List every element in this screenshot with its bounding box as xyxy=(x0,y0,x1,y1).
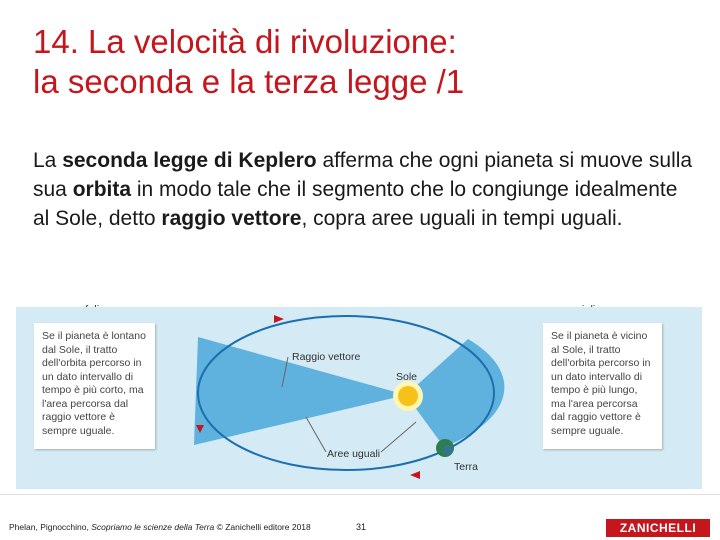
footer-divider xyxy=(0,494,720,495)
footer-authors: Phelan, Pignocchino, xyxy=(9,522,92,532)
pointer-aree-uguali-left xyxy=(306,417,326,452)
body-text-3: in modo tale che il segmento che lo congiunge idealmente al Sole, detto xyxy=(33,178,678,230)
kepler-second-law-figure xyxy=(16,307,702,489)
aree-uguali-label: Aree uguali xyxy=(327,448,381,460)
footer-credits xyxy=(9,522,311,532)
term-orbita: orbita xyxy=(72,178,132,201)
zanichelli-logo: ZANICHELLI xyxy=(606,519,710,537)
orbit-arrow-top xyxy=(274,315,284,323)
earth-shade xyxy=(443,445,453,455)
term-seconda-legge: seconda legge di Keplero xyxy=(62,149,317,172)
title-line-2: la seconda e la terza legge /1 xyxy=(33,63,465,100)
body-paragraph xyxy=(33,146,693,233)
sun xyxy=(398,386,418,406)
terra-label: Terra xyxy=(454,461,478,473)
pointer-aree-uguali-right xyxy=(381,422,416,452)
sole-label: Sole xyxy=(396,371,418,383)
term-raggio-vettore: raggio vettore xyxy=(161,207,302,230)
title-line-1: 14. La velocità di rivoluzione: xyxy=(33,23,457,60)
footer-publisher: © Zanichelli editore 2018 xyxy=(214,522,311,532)
raggio-vettore-label: Raggio vettore xyxy=(292,351,361,363)
footer-book-title: Scopriamo le scienze della Terra xyxy=(91,522,215,532)
page-number: 31 xyxy=(356,522,367,532)
note-aphelion: Se il pianeta è lontano dal Sole, il tratto dell'orbita percorso in un dato intervallo di tempo è più corto, ma l'area percorsa dal raggio vettore è sempre uguale. xyxy=(34,323,155,449)
body-text-4: , copra aree uguali in tempi uguali. xyxy=(301,207,623,230)
body-text-1: La xyxy=(33,149,63,172)
body-text-2: afferma che ogni pianeta si muove sulla sua xyxy=(33,149,693,201)
orbit-arrow-bottom xyxy=(410,471,420,479)
slide-title xyxy=(33,22,693,102)
note-perihelion: Se il pianeta è vicino al Sole, il tratto dell'orbita percorso in un dato intervallo di tempo è più lungo, ma l'area percorsa dal raggio vettore è sempre uguale. xyxy=(543,323,662,449)
